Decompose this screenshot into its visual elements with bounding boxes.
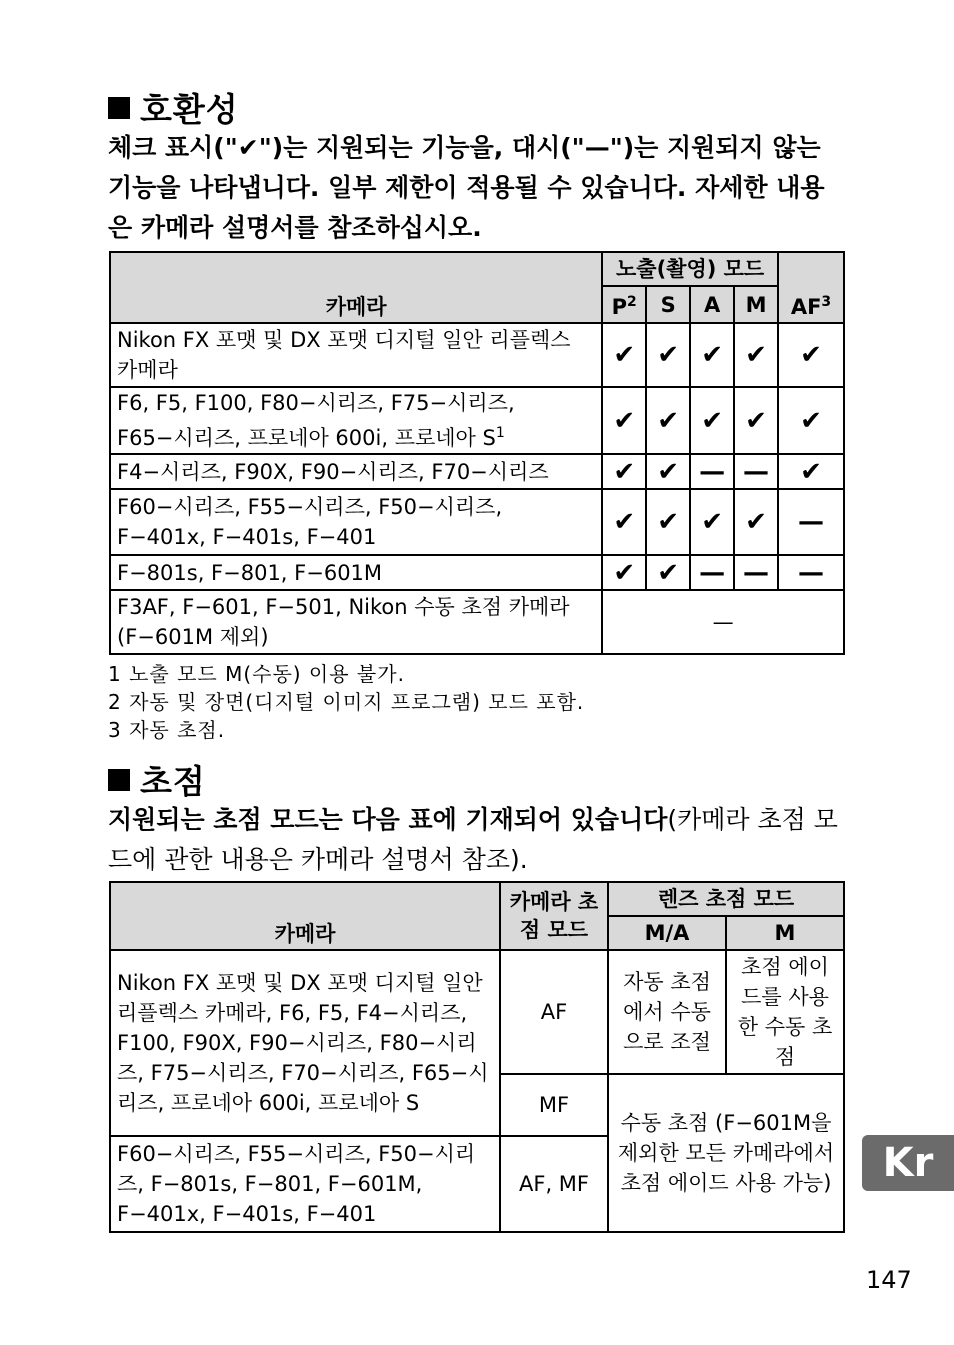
- m-header: M: [726, 916, 844, 950]
- check-icon: ✔: [734, 387, 778, 454]
- table-row: [110, 590, 844, 654]
- dash-icon: —: [690, 454, 734, 489]
- square-bullet-icon: [108, 97, 130, 119]
- s-header: S: [646, 286, 690, 323]
- camera-cell: F6, F5, F100, F80−시리즈, F75−시리즈, F65−시리즈, 프로네아 600i, 프로네아 $S^1$: [110, 387, 602, 454]
- check-icon: ✔: [646, 454, 690, 489]
- compat-heading-text: 호환성: [140, 90, 239, 129]
- m-header: M: [734, 286, 778, 323]
- compat-table: [109, 251, 845, 655]
- compat-intro: 체크 표시("✔")는 지원되는 기능을, 대시("—")는 지원되지 않는 기능을 나타냅니다. 일부 제한이 적용될 수 있습니다. 자세한 내용은 카메라 설명서를 참조하십시오.: [108, 133, 825, 242]
- page-number: 147: [866, 1266, 912, 1294]
- camera-group-2: F60−시리즈, F55−시리즈, F50−시리즈, F−801s, F−801, F−601M, F−401x, F−401s, F−401: [110, 1136, 500, 1232]
- table-row: [110, 489, 844, 555]
- mf-mode-cell: MF: [500, 1074, 608, 1136]
- af-mode-cell: AF: [500, 950, 608, 1074]
- table-row: [110, 387, 844, 454]
- camera-cell: F4−시리즈, F90X, F90−시리즈, F70−시리즈: [110, 454, 602, 489]
- check-icon: ✔: [602, 387, 646, 454]
- check-icon: ✔: [646, 323, 690, 387]
- camera-cell: Nikon FX 포맷 및 DX 포맷 디지털 일안 리플렉스 카메라: [110, 323, 602, 387]
- check-icon: ✔: [602, 489, 646, 555]
- check-icon: ✔: [646, 387, 690, 454]
- compat-heading: [108, 84, 239, 131]
- dash-icon: —: [690, 555, 734, 590]
- exposure-mode-header: 노출(촬영) 모드: [602, 252, 778, 286]
- table-row: [110, 323, 844, 387]
- check-icon: ✔: [778, 454, 844, 489]
- language-tab: Kr: [862, 1135, 954, 1191]
- focus-camera-header: 카메라: [110, 882, 500, 950]
- camera-cell: F3AF, F−601, F−501, Nikon 수동 초점 카메라(F−601M 제외): [110, 590, 602, 654]
- check-icon: ✔: [646, 555, 690, 590]
- check-icon: ✔: [690, 489, 734, 555]
- square-bullet-icon: [108, 769, 130, 791]
- af-m-cell: 초점 에이드를 사용한 수동 초점: [726, 950, 844, 1074]
- camera-group-1: Nikon FX 포맷 및 DX 포맷 디지털 일안 리플렉스 카메라, F6, F5, F4−시리즈, F100, F90X, F90−시리즈, F80−시리즈, F75−시리즈, F70−시리즈, F65−시리즈, 프로네아 600i, 프로네아 S: [110, 950, 500, 1136]
- dash-icon: —: [778, 489, 844, 555]
- check-icon: ✔: [602, 323, 646, 387]
- focus-table: [109, 881, 845, 1233]
- compat-camera-header: 카메라: [110, 252, 602, 323]
- check-icon: ✔: [690, 323, 734, 387]
- manual-focus-merged-cell: 수동 초점 (F−601M을 제외한 모든 카메라에서 초점 에이드 사용 가능): [608, 1074, 844, 1232]
- camera-cell: F−801s, F−801, F−601M: [110, 555, 602, 590]
- check-icon: ✔: [646, 489, 690, 555]
- dash-icon: —: [778, 555, 844, 590]
- af-header: $AF^3$: [778, 252, 844, 323]
- footnote-2: 2 자동 및 장면(디지털 이미지 프로그램) 모드 포함.: [108, 690, 585, 714]
- footnote-1: 1 노출 모드 M(수동) 이용 불가.: [108, 662, 405, 686]
- p-header: $P^2$: [602, 286, 646, 323]
- check-icon: ✔: [778, 387, 844, 454]
- a-header: A: [690, 286, 734, 323]
- focus-intro: 지원되는 초점 모드는 다음 표에 기재되어 있습니다(카메라 초점 모드에 관한 내용은 카메라 설명서 참조).: [108, 805, 838, 874]
- lens-focus-mode-header: 렌즈 초점 모드: [608, 882, 844, 916]
- table-row: [110, 950, 844, 1074]
- footnote-3: 3 자동 초점.: [108, 718, 226, 742]
- camera-cell: F60−시리즈, F55−시리즈, F50−시리즈, F−401x, F−401s, F−401: [110, 489, 602, 555]
- focus-heading-text: 초점: [140, 762, 206, 801]
- table-row: [110, 454, 844, 489]
- check-icon: ✔: [602, 555, 646, 590]
- check-icon: ✔: [734, 323, 778, 387]
- focus-heading: [108, 756, 206, 803]
- af-ma-cell: 자동 초점에서 수동으로 조절: [608, 950, 726, 1074]
- dash-icon: —: [734, 454, 778, 489]
- dash-icon: —: [734, 555, 778, 590]
- camera-focus-mode-header: 카메라 초점 모드: [500, 882, 608, 950]
- ma-header: M/A: [608, 916, 726, 950]
- check-icon: ✔: [690, 387, 734, 454]
- afmf-mode-cell: AF, MF: [500, 1136, 608, 1232]
- table-row: [110, 555, 844, 590]
- check-icon: ✔: [778, 323, 844, 387]
- unsupported-merged-cell: —: [602, 590, 844, 654]
- check-icon: ✔: [734, 489, 778, 555]
- check-icon: ✔: [602, 454, 646, 489]
